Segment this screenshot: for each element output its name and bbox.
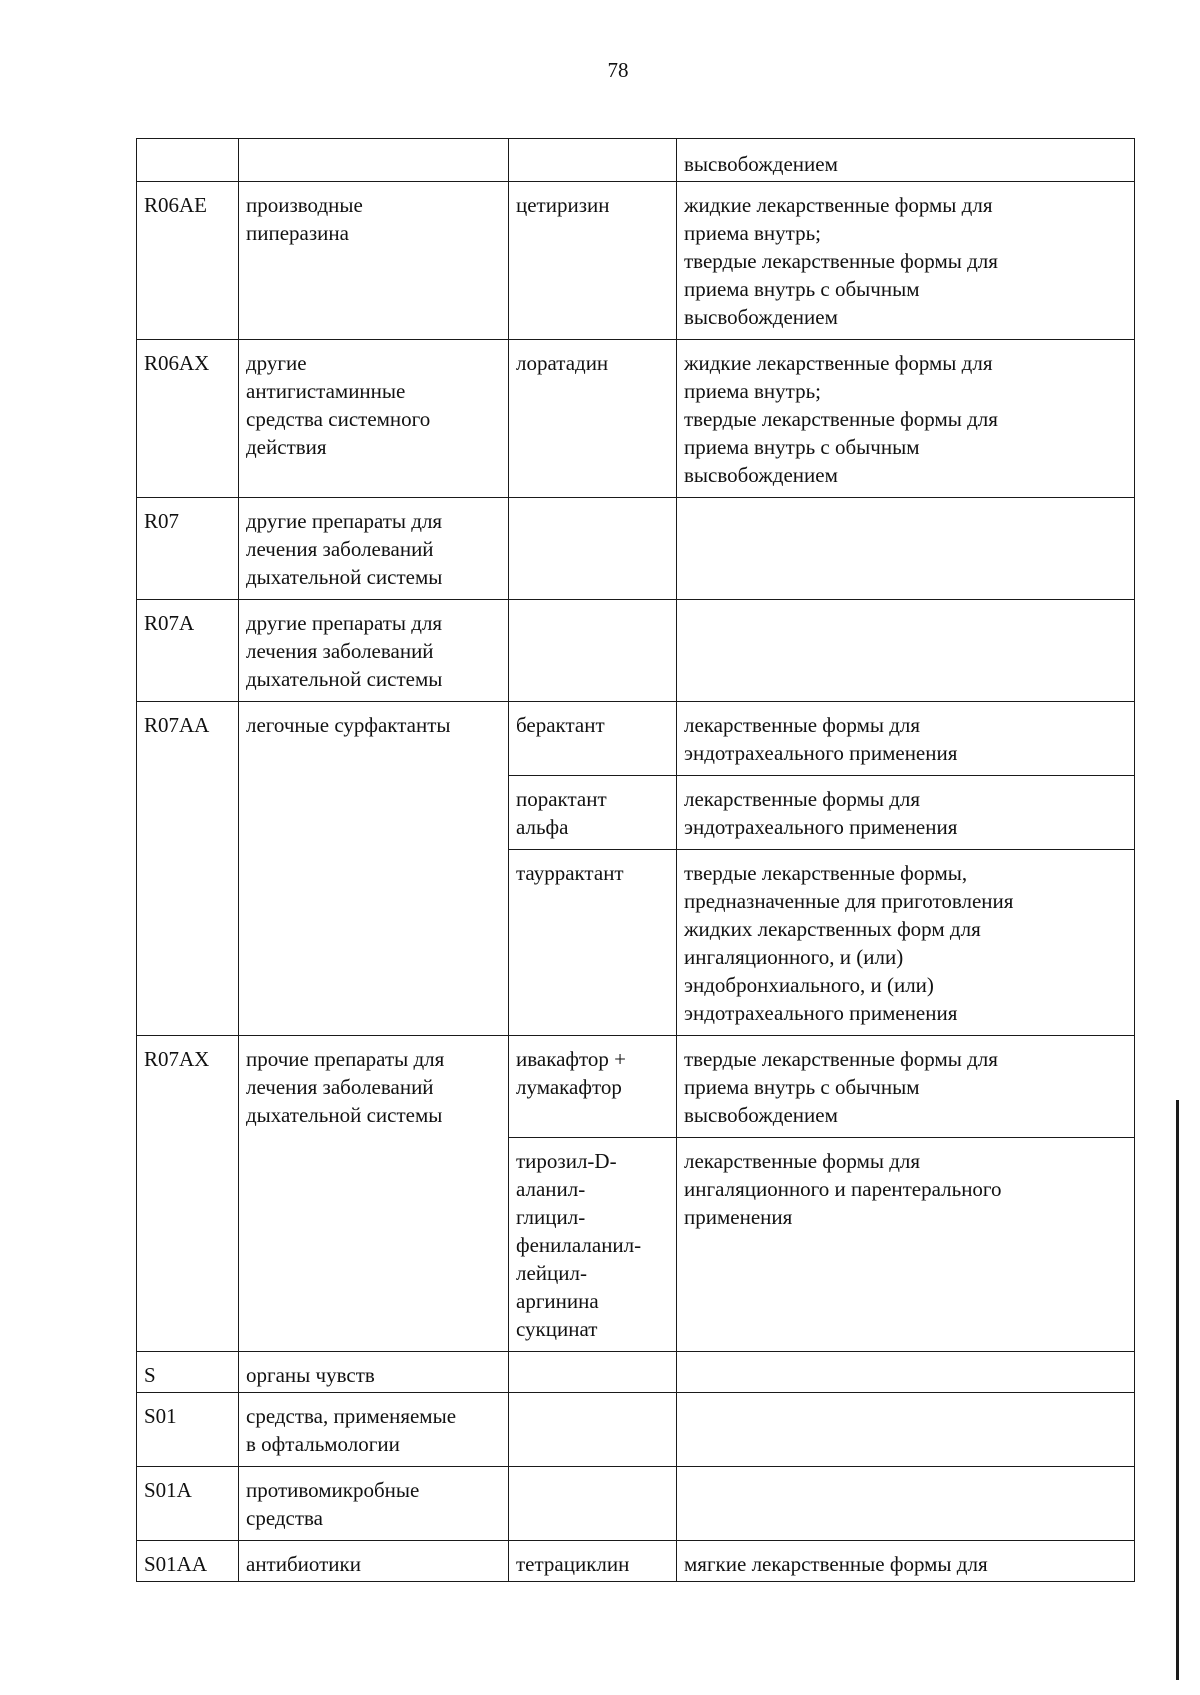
form-cell bbox=[677, 600, 1135, 702]
drug-cell bbox=[509, 1393, 677, 1467]
table-row bbox=[137, 600, 1135, 702]
code-cell: S01A bbox=[137, 1467, 239, 1541]
drug-cell bbox=[509, 1352, 677, 1393]
medication-table bbox=[136, 138, 1135, 1582]
form-cell: жидкие лекарственные формы для приема внутрь; твердые лекарственные формы для приема внутрь с обычным высвобождением bbox=[677, 182, 1135, 340]
form-cell bbox=[677, 1393, 1135, 1467]
form-cell: лекарственные формы для эндотрахеального применения bbox=[677, 776, 1135, 850]
group-cell: другие антигистаминные средства системного действия bbox=[239, 340, 509, 498]
code-cell: R06AE bbox=[137, 182, 239, 340]
group-cell: органы чувств bbox=[239, 1352, 509, 1393]
drug-cell bbox=[509, 1467, 677, 1541]
drug-cell bbox=[509, 600, 677, 702]
drug-cell: берактант bbox=[509, 702, 677, 776]
form-cell bbox=[677, 1352, 1135, 1393]
drug-cell: тетрациклин bbox=[509, 1541, 677, 1582]
drug-cell: лоратадин bbox=[509, 340, 677, 498]
table-row bbox=[137, 1036, 1135, 1138]
group-cell: прочие препараты для лечения заболеваний дыхательной системы bbox=[239, 1036, 509, 1352]
scan-edge-line bbox=[1176, 1100, 1179, 1680]
form-cell bbox=[677, 1467, 1135, 1541]
group-cell: легочные сурфактанты bbox=[239, 702, 509, 1036]
group-cell bbox=[239, 139, 509, 182]
code-cell: R07 bbox=[137, 498, 239, 600]
table-row bbox=[137, 1393, 1135, 1467]
form-cell: лекарственные формы для эндотрахеального применения bbox=[677, 702, 1135, 776]
group-cell: антибиотики bbox=[239, 1541, 509, 1582]
code-cell: R07AX bbox=[137, 1036, 239, 1352]
table-row bbox=[137, 182, 1135, 340]
form-cell: лекарственные формы для ингаляционного и парентерального применения bbox=[677, 1138, 1135, 1352]
code-cell: R07A bbox=[137, 600, 239, 702]
drug-cell bbox=[509, 498, 677, 600]
page-number: 78 bbox=[607, 58, 629, 82]
table-row bbox=[137, 139, 1135, 182]
drug-cell: тауррактант bbox=[509, 850, 677, 1036]
table-row bbox=[137, 1467, 1135, 1541]
table-row bbox=[137, 340, 1135, 498]
table-row bbox=[137, 1541, 1135, 1582]
drug-cell: тирозил-D- аланил- глицил- фенилаланил- лейцил- аргинина сукцинат bbox=[509, 1138, 677, 1352]
code-cell: S bbox=[137, 1352, 239, 1393]
group-cell: другие препараты для лечения заболеваний дыхательной системы bbox=[239, 498, 509, 600]
code-cell: S01 bbox=[137, 1393, 239, 1467]
drug-cell: ивакафтор + лумакафтор bbox=[509, 1036, 677, 1138]
code-cell bbox=[137, 139, 239, 182]
code-cell: S01AA bbox=[137, 1541, 239, 1582]
table-row bbox=[137, 498, 1135, 600]
group-cell: средства, применяемые в офтальмологии bbox=[239, 1393, 509, 1467]
table-row bbox=[137, 702, 1135, 776]
group-cell: противомикробные средства bbox=[239, 1467, 509, 1541]
drug-cell bbox=[509, 139, 677, 182]
drug-cell: цетиризин bbox=[509, 182, 677, 340]
group-cell: производные пиперазина bbox=[239, 182, 509, 340]
form-cell: твердые лекарственные формы, предназначенные для приготовления жидких лекарственных форм для ингаляционного, и (или) эндобронхиального, и (или) эндотрахеального применения bbox=[677, 850, 1135, 1036]
code-cell: R06AX bbox=[137, 340, 239, 498]
code-cell: R07AA bbox=[137, 702, 239, 1036]
table-row bbox=[137, 1352, 1135, 1393]
form-cell: твердые лекарственные формы для приема внутрь с обычным высвобождением bbox=[677, 1036, 1135, 1138]
form-cell: высвобождением bbox=[677, 139, 1135, 182]
form-cell: жидкие лекарственные формы для приема внутрь; твердые лекарственные формы для приема внутрь с обычным высвобождением bbox=[677, 340, 1135, 498]
group-cell: другие препараты для лечения заболеваний дыхательной системы bbox=[239, 600, 509, 702]
form-cell bbox=[677, 498, 1135, 600]
drug-cell: порактант альфа bbox=[509, 776, 677, 850]
form-cell: мягкие лекарственные формы для bbox=[677, 1541, 1135, 1582]
